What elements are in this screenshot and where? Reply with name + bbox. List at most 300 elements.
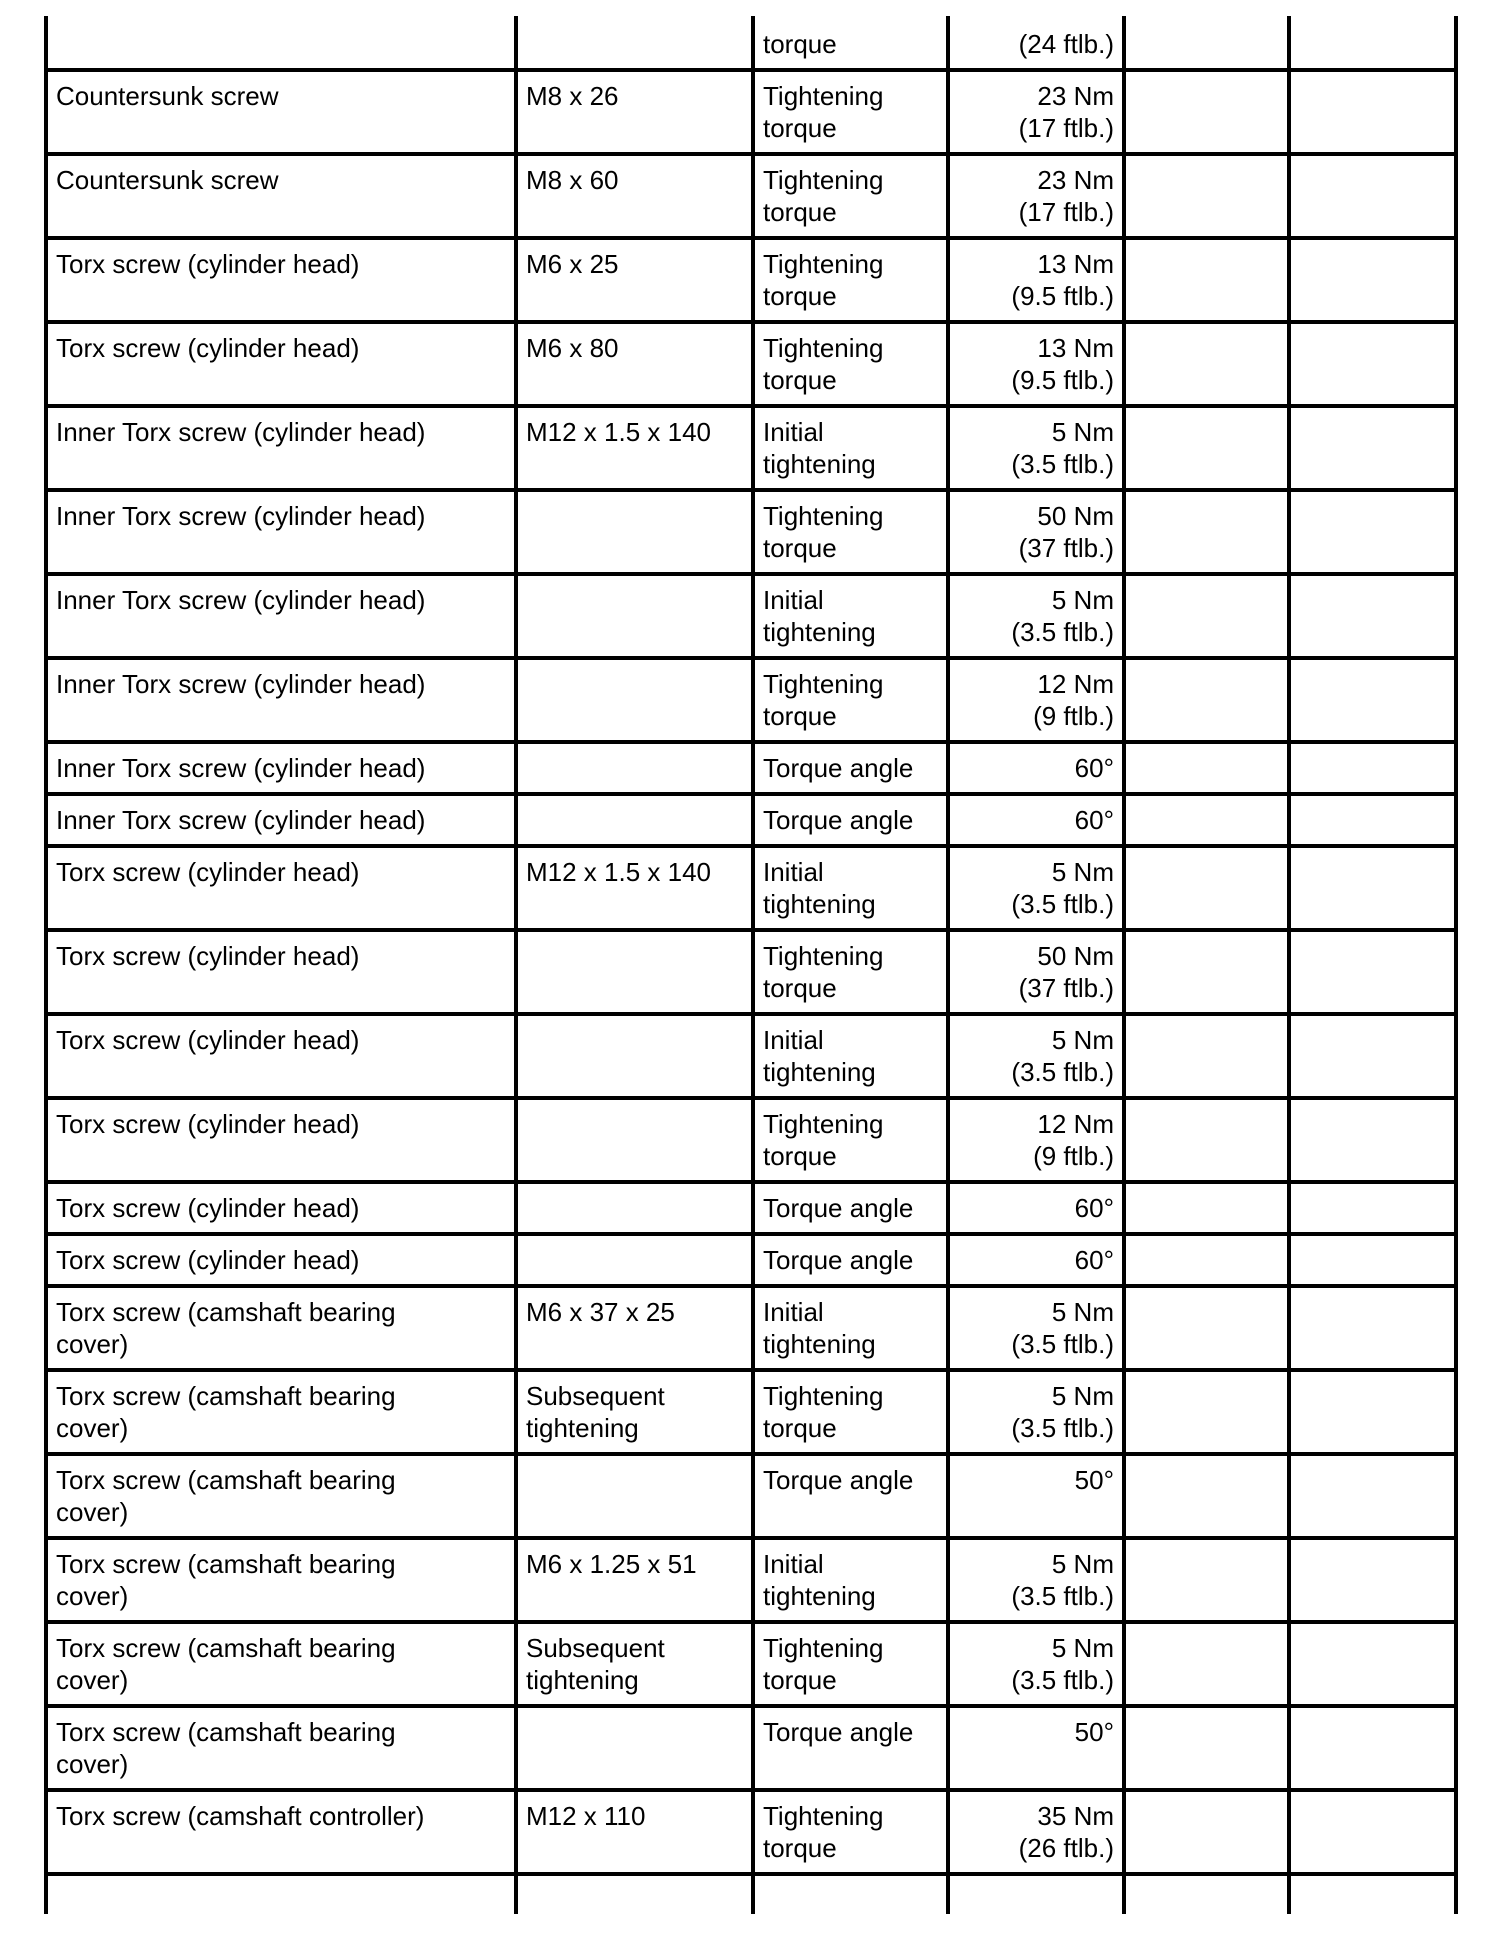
component-line: Torx screw (camshaft controller) [56, 1801, 425, 1831]
component-cell [46, 574, 516, 658]
value-cell [948, 794, 1124, 846]
size-cell [516, 154, 753, 238]
size-line: Subsequent [526, 1633, 665, 1663]
type-cell [753, 1622, 948, 1706]
size-cell [516, 658, 753, 742]
value-line: (3.5 ftlb.) [1011, 889, 1114, 919]
value-line: (9.5 ftlb.) [1011, 281, 1114, 311]
type-line: tightening [763, 449, 876, 479]
value-line: 50 Nm [1037, 501, 1114, 531]
component-cell [46, 930, 516, 1014]
size-cell [516, 1622, 753, 1706]
value-line: 5 Nm [1051, 1025, 1114, 1055]
component-line: Inner Torx screw (cylinder head) [56, 501, 426, 531]
type-line: Initial [763, 1025, 824, 1055]
component-line: Countersunk screw [56, 165, 279, 195]
component-cell [46, 1014, 516, 1098]
component-cell [46, 1706, 516, 1790]
type-cell [753, 1454, 948, 1538]
type-line: Tightening [763, 941, 884, 971]
component-line: Torx screw (cylinder head) [56, 333, 360, 363]
component-cell [46, 16, 516, 70]
component-line: cover) [56, 1413, 129, 1443]
value-line: 50 Nm [1037, 941, 1114, 971]
type-cell [753, 1790, 948, 1874]
empty-cell [1289, 1454, 1456, 1538]
empty-cell [1124, 794, 1289, 846]
type-line: tightening [763, 1057, 876, 1087]
type-line: torque [763, 533, 837, 563]
type-line: torque [763, 973, 837, 1003]
type-line: tightening [763, 617, 876, 647]
value-line: 60° [1074, 753, 1114, 783]
value-cell [948, 154, 1124, 238]
value-cell [948, 1538, 1124, 1622]
component-line: cover) [56, 1665, 129, 1695]
empty-cell [1124, 1538, 1289, 1622]
component-cell [46, 70, 516, 154]
component-cell [46, 1454, 516, 1538]
type-line: Tightening [763, 501, 884, 531]
empty-cell [1289, 742, 1456, 794]
value-line: 12 Nm [1037, 669, 1114, 699]
value-line: (3.5 ftlb.) [1011, 1329, 1114, 1359]
type-line: torque [763, 29, 837, 59]
value-line: 60° [1074, 1245, 1114, 1275]
value-cell [948, 70, 1124, 154]
size-line: tightening [526, 1413, 639, 1443]
table-row-continued [46, 16, 1456, 70]
component-cell [46, 1234, 516, 1286]
empty-cell [1289, 574, 1456, 658]
component-line: Torx screw (cylinder head) [56, 1109, 360, 1139]
empty-cell [1124, 1370, 1289, 1454]
table-row [46, 154, 1456, 238]
component-line: Torx screw (camshaft bearing [56, 1465, 396, 1495]
type-cell [753, 1706, 948, 1790]
type-line: Initial [763, 417, 824, 447]
table-row [46, 1370, 1456, 1454]
value-cell [948, 490, 1124, 574]
size-cell [516, 574, 753, 658]
value-line: 50° [1074, 1465, 1114, 1495]
empty-cell [1289, 154, 1456, 238]
value-line: (9 ftlb.) [1033, 701, 1114, 731]
empty-cell [1289, 1706, 1456, 1790]
value-line: (26 ftlb.) [1018, 1833, 1114, 1863]
type-line: torque [763, 1413, 837, 1443]
table-row [46, 1098, 1456, 1182]
size-line: tightening [526, 1665, 639, 1695]
value-line: 5 Nm [1051, 1297, 1114, 1327]
component-cell [46, 322, 516, 406]
value-line: (3.5 ftlb.) [1011, 1665, 1114, 1695]
type-line: Torque angle [763, 805, 914, 835]
component-cell [46, 490, 516, 574]
component-cell [46, 1182, 516, 1234]
table-row [46, 658, 1456, 742]
empty-cell [1124, 574, 1289, 658]
type-line: torque [763, 113, 837, 143]
size-line: M8 x 60 [526, 165, 619, 195]
size-cell [516, 742, 753, 794]
component-line: cover) [56, 1581, 129, 1611]
table-row [46, 1234, 1456, 1286]
value-line: (3.5 ftlb.) [1011, 449, 1114, 479]
type-line: torque [763, 365, 837, 395]
type-cell [753, 846, 948, 930]
empty-cell [1289, 490, 1456, 574]
type-cell [753, 930, 948, 1014]
empty-cell [1289, 1538, 1456, 1622]
value-cell [948, 322, 1124, 406]
empty-cell [1289, 1874, 1456, 1914]
table-row [46, 1454, 1456, 1538]
type-line: tightening [763, 1329, 876, 1359]
component-line: Torx screw (cylinder head) [56, 1245, 360, 1275]
empty-cell [1289, 1790, 1456, 1874]
component-line: Torx screw (cylinder head) [56, 1025, 360, 1055]
component-cell [46, 1370, 516, 1454]
value-cell [948, 406, 1124, 490]
value-line: 35 Nm [1037, 1801, 1114, 1831]
component-line: Torx screw (cylinder head) [56, 1193, 360, 1223]
size-cell [516, 1706, 753, 1790]
value-line: (3.5 ftlb.) [1011, 617, 1114, 647]
component-line: Inner Torx screw (cylinder head) [56, 585, 426, 615]
type-line: Torque angle [763, 1193, 914, 1223]
table-row [46, 742, 1456, 794]
component-line: Countersunk screw [56, 81, 279, 111]
component-line: cover) [56, 1497, 129, 1527]
empty-cell [1124, 1790, 1289, 1874]
value-cell [948, 238, 1124, 322]
component-line: Torx screw (camshaft bearing [56, 1717, 396, 1747]
empty-cell [1289, 930, 1456, 1014]
type-line: Initial [763, 1297, 824, 1327]
value-line: 60° [1074, 1193, 1114, 1223]
table-row [46, 574, 1456, 658]
type-line: Initial [763, 1549, 824, 1579]
empty-cell [1124, 1706, 1289, 1790]
type-cell [753, 322, 948, 406]
empty-cell [1124, 490, 1289, 574]
table-body [46, 16, 1456, 1914]
size-cell [516, 16, 753, 70]
table-row [46, 794, 1456, 846]
type-cell [753, 238, 948, 322]
size-line: M8 x 26 [526, 81, 619, 111]
value-cell [948, 1790, 1124, 1874]
value-line: 50° [1074, 1717, 1114, 1747]
type-line: Tightening [763, 333, 884, 363]
type-cell [753, 1286, 948, 1370]
table-row [46, 406, 1456, 490]
value-line: 13 Nm [1037, 249, 1114, 279]
empty-cell [1289, 1370, 1456, 1454]
size-cell [516, 238, 753, 322]
size-cell [516, 1234, 753, 1286]
type-line: torque [763, 1833, 837, 1863]
value-line: 5 Nm [1051, 857, 1114, 887]
empty-cell [1289, 406, 1456, 490]
empty-cell [753, 1874, 948, 1914]
type-cell [753, 1370, 948, 1454]
value-line: (37 ftlb.) [1018, 973, 1114, 1003]
type-line: Tightening [763, 1633, 884, 1663]
empty-cell [1289, 846, 1456, 930]
component-cell [46, 1286, 516, 1370]
empty-cell [1124, 930, 1289, 1014]
value-line: 60° [1074, 805, 1114, 835]
empty-cell [1124, 1182, 1289, 1234]
empty-cell [1289, 322, 1456, 406]
empty-cell [1289, 1014, 1456, 1098]
value-line: 5 Nm [1051, 1633, 1114, 1663]
value-cell [948, 846, 1124, 930]
empty-cell [1124, 238, 1289, 322]
size-cell [516, 1454, 753, 1538]
value-cell [948, 1370, 1124, 1454]
component-line: Inner Torx screw (cylinder head) [56, 753, 426, 783]
type-cell [753, 794, 948, 846]
value-line: 5 Nm [1051, 1549, 1114, 1579]
value-cell [948, 1014, 1124, 1098]
size-line: M6 x 1.25 x 51 [526, 1549, 697, 1579]
table-row [46, 1014, 1456, 1098]
empty-cell [1124, 846, 1289, 930]
value-cell [948, 742, 1124, 794]
type-cell [753, 16, 948, 70]
value-line: 12 Nm [1037, 1109, 1114, 1139]
value-cell [948, 1454, 1124, 1538]
type-line: Tightening [763, 165, 884, 195]
table-row [46, 1790, 1456, 1874]
type-line: Torque angle [763, 1465, 914, 1495]
value-line: (3.5 ftlb.) [1011, 1413, 1114, 1443]
size-cell [516, 846, 753, 930]
empty-cell [1124, 658, 1289, 742]
component-line: Inner Torx screw (cylinder head) [56, 417, 426, 447]
size-line: M6 x 37 x 25 [526, 1297, 675, 1327]
empty-cell [1124, 1454, 1289, 1538]
type-line: Initial [763, 857, 824, 887]
size-cell [516, 1286, 753, 1370]
empty-cell [516, 1874, 753, 1914]
value-line: (3.5 ftlb.) [1011, 1581, 1114, 1611]
component-line: cover) [56, 1749, 129, 1779]
empty-cell [1289, 1234, 1456, 1286]
type-line: tightening [763, 889, 876, 919]
table-row [46, 70, 1456, 154]
empty-cell [1289, 658, 1456, 742]
component-line: Torx screw (cylinder head) [56, 249, 360, 279]
type-cell [753, 742, 948, 794]
component-line: Torx screw (cylinder head) [56, 857, 360, 887]
value-line: 23 Nm [1037, 81, 1114, 111]
value-line: (3.5 ftlb.) [1011, 1057, 1114, 1087]
value-line: 13 Nm [1037, 333, 1114, 363]
type-line: Torque angle [763, 1717, 914, 1747]
size-cell [516, 70, 753, 154]
component-cell [46, 658, 516, 742]
value-cell [948, 1622, 1124, 1706]
empty-cell [1124, 406, 1289, 490]
table-row [46, 930, 1456, 1014]
component-line: Torx screw (camshaft bearing [56, 1297, 396, 1327]
type-cell [753, 1182, 948, 1234]
value-cell [948, 1234, 1124, 1286]
type-cell [753, 1538, 948, 1622]
size-cell [516, 406, 753, 490]
empty-cell [1124, 154, 1289, 238]
type-line: Tightening [763, 669, 884, 699]
size-cell [516, 930, 753, 1014]
size-line: M12 x 1.5 x 140 [526, 417, 711, 447]
size-cell [516, 1182, 753, 1234]
value-line: (9 ftlb.) [1033, 1141, 1114, 1171]
value-cell [948, 1706, 1124, 1790]
type-line: Torque angle [763, 753, 914, 783]
type-cell [753, 574, 948, 658]
type-cell [753, 658, 948, 742]
component-line: Inner Torx screw (cylinder head) [56, 669, 426, 699]
empty-cell [1124, 1874, 1289, 1914]
component-cell [46, 1098, 516, 1182]
empty-cell [1124, 1622, 1289, 1706]
table-row [46, 1538, 1456, 1622]
size-cell [516, 1098, 753, 1182]
size-cell [516, 1790, 753, 1874]
type-line: torque [763, 197, 837, 227]
table-row [46, 1706, 1456, 1790]
empty-cell [1124, 70, 1289, 154]
type-cell [753, 1014, 948, 1098]
value-cell [948, 574, 1124, 658]
empty-cell [1289, 1622, 1456, 1706]
component-line: Torx screw (camshaft bearing [56, 1381, 396, 1411]
table-row [46, 1622, 1456, 1706]
size-cell [516, 1014, 753, 1098]
empty-cell [1124, 1098, 1289, 1182]
type-line: torque [763, 1665, 837, 1695]
component-cell [46, 846, 516, 930]
component-cell [46, 1622, 516, 1706]
type-line: torque [763, 701, 837, 731]
size-line: M6 x 80 [526, 333, 619, 363]
empty-cell [1289, 1098, 1456, 1182]
table-row [46, 238, 1456, 322]
empty-cell [1289, 16, 1456, 70]
value-line: (9.5 ftlb.) [1011, 365, 1114, 395]
component-line: cover) [56, 1329, 129, 1359]
type-cell [753, 490, 948, 574]
value-cell [948, 16, 1124, 70]
component-line: Torx screw (camshaft bearing [56, 1549, 396, 1579]
size-line: Subsequent [526, 1381, 665, 1411]
value-cell [948, 1286, 1124, 1370]
size-cell [516, 322, 753, 406]
type-line: Tightening [763, 1801, 884, 1831]
type-cell [753, 1234, 948, 1286]
type-cell [753, 1098, 948, 1182]
empty-cell [1289, 794, 1456, 846]
type-line: Tightening [763, 81, 884, 111]
torque-specification-table [44, 16, 1458, 1914]
empty-cell [1289, 70, 1456, 154]
component-cell [46, 154, 516, 238]
type-cell [753, 154, 948, 238]
table-row-continuation [46, 1874, 1456, 1914]
type-line: torque [763, 1141, 837, 1171]
component-line: Torx screw (camshaft bearing [56, 1633, 396, 1663]
component-cell [46, 406, 516, 490]
component-cell [46, 1538, 516, 1622]
size-cell [516, 490, 753, 574]
empty-cell [1289, 1286, 1456, 1370]
component-cell [46, 742, 516, 794]
empty-cell [1289, 1182, 1456, 1234]
size-cell [516, 1538, 753, 1622]
table-row [46, 1286, 1456, 1370]
value-cell [948, 930, 1124, 1014]
type-line: tightening [763, 1581, 876, 1611]
empty-cell [1289, 238, 1456, 322]
size-cell [516, 794, 753, 846]
type-line: Tightening [763, 1109, 884, 1139]
type-line: torque [763, 281, 837, 311]
size-line: M12 x 1.5 x 140 [526, 857, 711, 887]
size-line: M12 x 110 [526, 1801, 646, 1831]
table-row [46, 322, 1456, 406]
value-line: (24 ftlb.) [1018, 29, 1114, 59]
value-cell [948, 1098, 1124, 1182]
empty-cell [1124, 742, 1289, 794]
table-row [46, 1182, 1456, 1234]
type-line: Initial [763, 585, 824, 615]
type-line: Tightening [763, 1381, 884, 1411]
value-cell [948, 658, 1124, 742]
component-cell [46, 1790, 516, 1874]
empty-cell [46, 1874, 516, 1914]
type-cell [753, 406, 948, 490]
value-cell [948, 1182, 1124, 1234]
component-cell [46, 238, 516, 322]
table-row [46, 846, 1456, 930]
empty-cell [1124, 1234, 1289, 1286]
size-line: M6 x 25 [526, 249, 619, 279]
value-line: 23 Nm [1037, 165, 1114, 195]
empty-cell [948, 1874, 1124, 1914]
type-cell [753, 70, 948, 154]
type-line: Torque angle [763, 1245, 914, 1275]
empty-cell [1124, 322, 1289, 406]
value-line: 5 Nm [1051, 1381, 1114, 1411]
component-line: Inner Torx screw (cylinder head) [56, 805, 426, 835]
size-cell [516, 1370, 753, 1454]
value-line: 5 Nm [1051, 417, 1114, 447]
empty-cell [1124, 1286, 1289, 1370]
table-row [46, 490, 1456, 574]
component-cell [46, 794, 516, 846]
type-line: Tightening [763, 249, 884, 279]
value-line: (17 ftlb.) [1018, 197, 1114, 227]
empty-cell [1124, 1014, 1289, 1098]
value-line: (17 ftlb.) [1018, 113, 1114, 143]
empty-cell [1124, 16, 1289, 70]
value-line: (37 ftlb.) [1018, 533, 1114, 563]
component-line: Torx screw (cylinder head) [56, 941, 360, 971]
